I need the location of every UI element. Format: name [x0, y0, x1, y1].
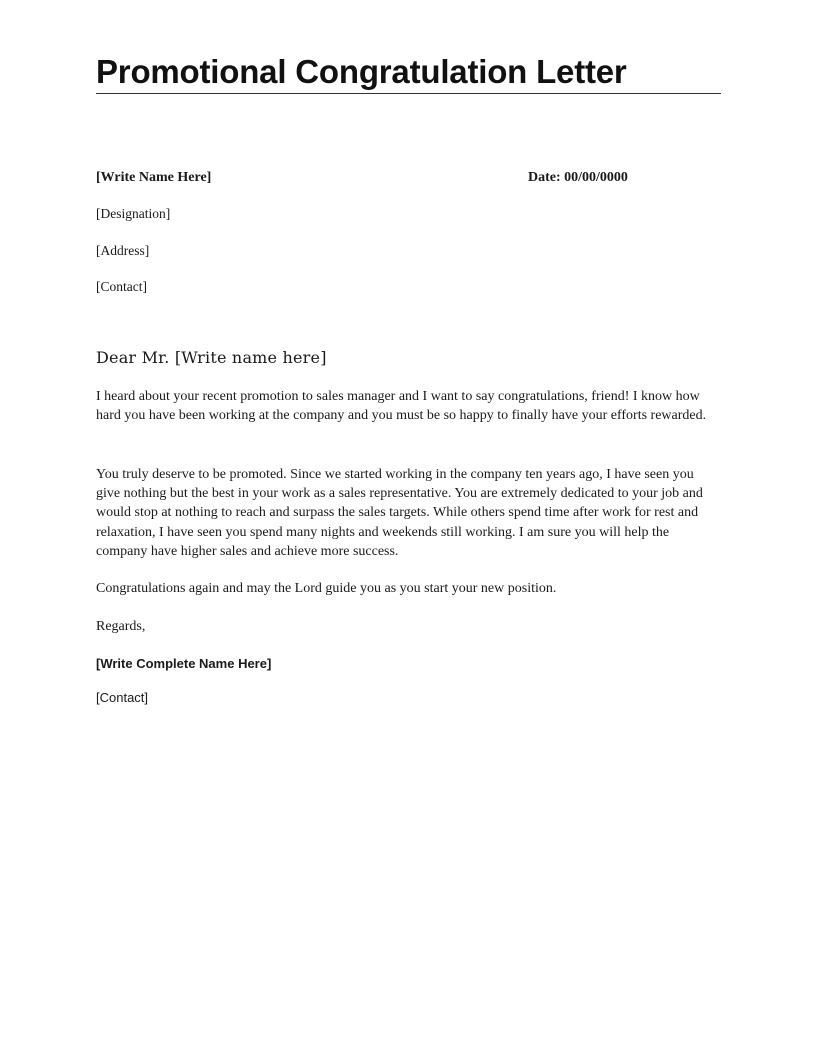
signature-name: [Write Complete Name Here]	[96, 656, 272, 671]
closing: Regards,	[96, 619, 146, 634]
body-paragraph-1: I heard about your recent promotion to sales manager and I want to say congratulations, friend! I know how hard you have been working at the company and you must be so happy to finally have your efforts rewarded.	[96, 389, 707, 424]
sender-designation: [Designation]	[96, 206, 171, 221]
body-paragraph-2: You truly deserve to be promoted. Since we started working in the company ten years ago, I have seen you give nothing but the best in your work as a sales representative. You are extremely dedicated to your job and would stop at nothing to reach and surpass the sales targets. While others spend time after work for rest and relaxation, I have seen you spend many nights and weekends still working. I am sure you will help the company have higher sales and achieve more success.	[96, 467, 703, 559]
letter-date: Date: 00/00/0000	[528, 170, 628, 185]
sender-address: [Address]	[96, 243, 150, 258]
title-divider	[96, 93, 721, 94]
page-title: Promotional Congratulation Letter	[96, 53, 627, 90]
sender-name: [Write Name Here]	[96, 170, 212, 185]
salutation: Dear Mr. [Write name here]	[96, 348, 327, 367]
sender-contact: [Contact]	[96, 279, 147, 294]
signature-contact: [Contact]	[96, 690, 149, 705]
body-paragraph-3: Congratulations again and may the Lord guide you as you start your new position.	[96, 581, 557, 596]
